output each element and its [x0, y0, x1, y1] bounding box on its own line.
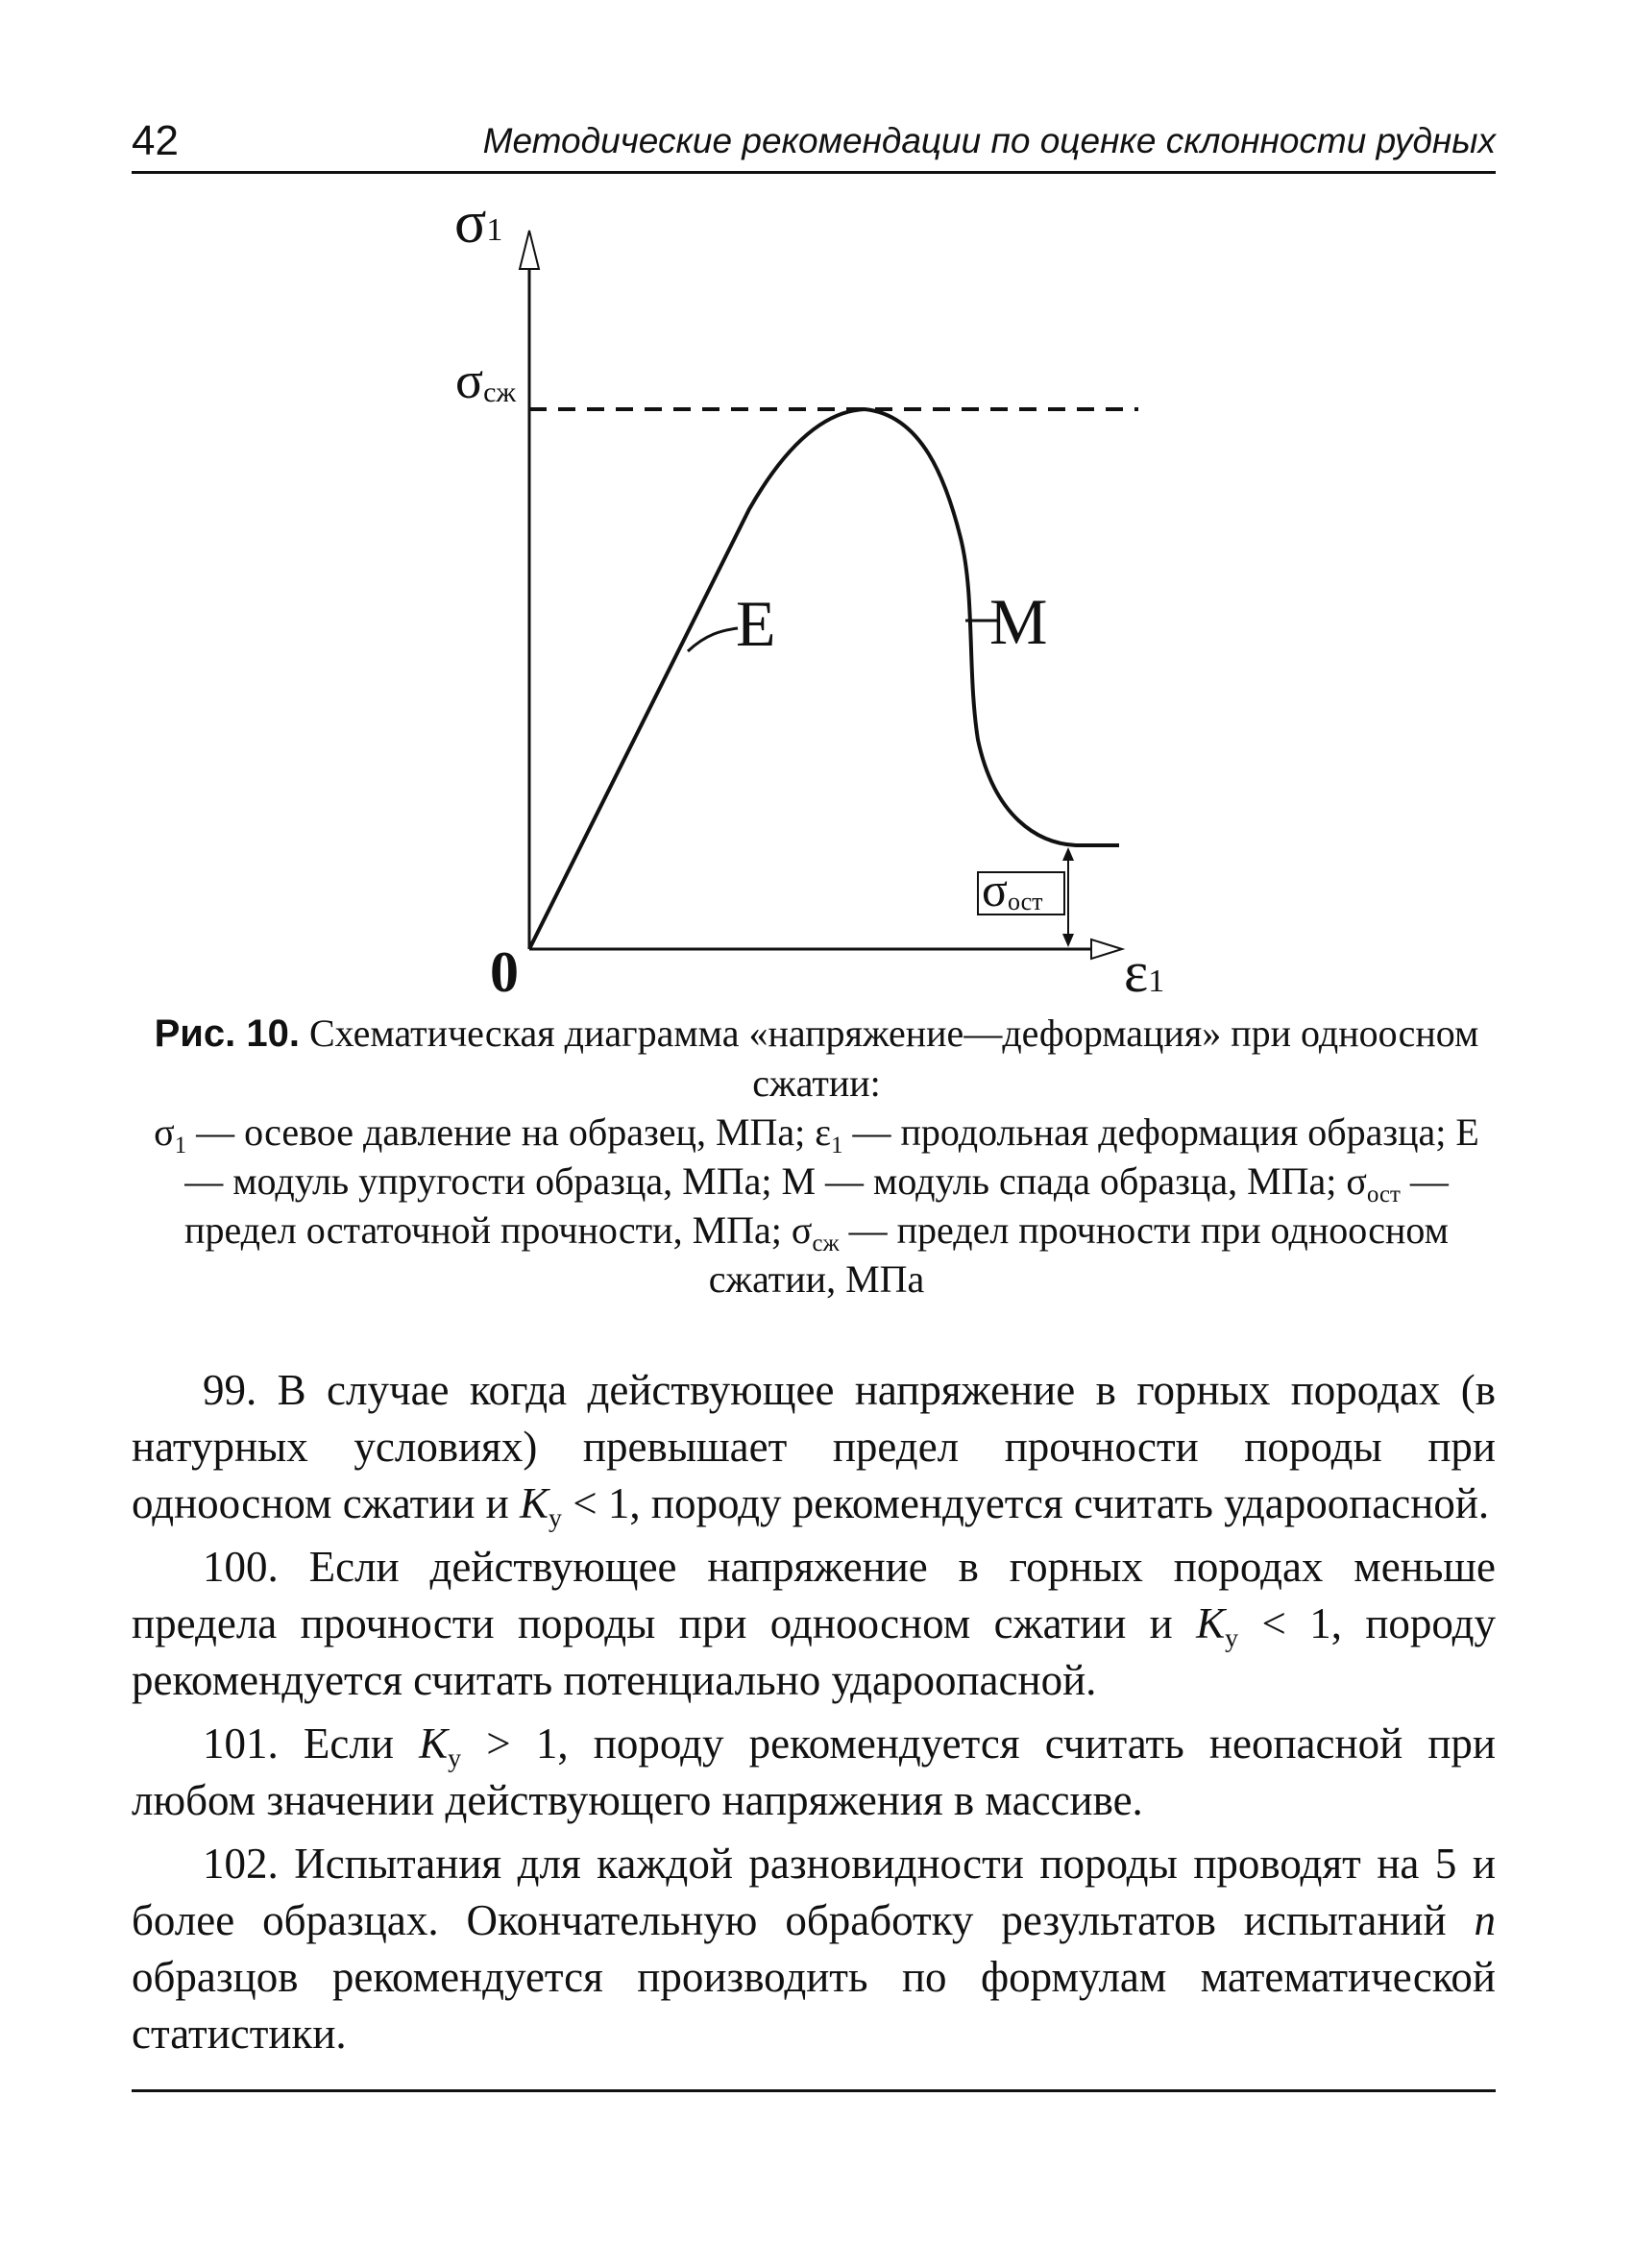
residual-arrow-bottom: [1062, 934, 1074, 947]
p100-text-b: < 1, породу рекомендуется считать потенциально удароопасной.: [132, 1599, 1496, 1704]
p102-n-symbol: n: [1474, 1896, 1496, 1944]
residual-strength-label: σост: [982, 863, 1043, 916]
p99-k-sub: у: [549, 1502, 562, 1533]
paragraph-102: [132, 1836, 1496, 2062]
paragraph-100: [132, 1539, 1496, 1709]
caption-eps1-text: — продольная деформация образца; Е — модуль упругости образца, МПа; М — модуль спада образца, МПа;: [184, 1110, 1479, 1203]
p99-text-a: 99. В случае когда действующее напряжение в горных породах (в натурных условиях) превышает предел прочности породы при одноосном сжатии и: [132, 1366, 1496, 1527]
peak-strength-label: σсж: [455, 352, 517, 409]
elastic-modulus-label: E: [736, 587, 776, 660]
e-leader: [688, 628, 738, 651]
p101-k-symbol: K: [419, 1719, 449, 1768]
y-axis-arrow: [520, 231, 539, 269]
decline-modulus-label: M: [989, 585, 1048, 658]
caption-ssj-text: — предел прочности при одноосном сжатии, МПа: [708, 1208, 1449, 1301]
p100-k-sub: у: [1225, 1622, 1239, 1653]
paragraph-101: [132, 1716, 1496, 1829]
p102-text-a: 102. Испытания для каждой разновидности породы проводят на 5 и более образцах. Окончательную обработку результатов испытаний: [132, 1840, 1496, 1944]
caption-eps1: ε: [815, 1110, 832, 1154]
caption-sigma1-text: — осевое давление на образец, МПа;: [186, 1110, 816, 1154]
x-axis-arrow: [1091, 939, 1122, 959]
figure-caption: [144, 1009, 1489, 1304]
p100-k-symbol: K: [1196, 1599, 1226, 1647]
page-header: [132, 117, 1496, 174]
origin-label: 0: [490, 940, 519, 1004]
p100-text-a: 100. Если действующее напряжение в горных породах меньше предела прочности породы при одноосном сжатии и: [132, 1543, 1496, 1647]
p102-text-b: образцов рекомендуется производить по формулам математической статистики.: [132, 1953, 1496, 2058]
residual-arrow-top: [1062, 847, 1074, 861]
p101-text-b: > 1, породу рекомендуется считать неопасной при любом значении действующего напряжения в массиве.: [132, 1719, 1496, 1824]
caption-sigma1: σ: [154, 1110, 175, 1154]
footer-rule: [132, 2089, 1496, 2092]
caption-sost-sub: ост: [1366, 1181, 1401, 1207]
caption-sost: σ: [1346, 1159, 1367, 1203]
p101-text-a: 101. Если: [203, 1719, 420, 1768]
stress-strain-curve: [529, 409, 1119, 949]
p99-k-symbol: K: [520, 1479, 549, 1527]
page-number: 42: [132, 117, 179, 164]
caption-sigma1-sub: 1: [174, 1132, 187, 1158]
x-axis-label: ε1: [1124, 940, 1165, 1004]
caption-title: Схематическая диаграмма «напряжение—деформация» при одноосном сжатии:: [299, 1012, 1479, 1105]
p101-k-sub: у: [448, 1743, 462, 1773]
figure-number: Рис. 10.: [154, 1012, 300, 1055]
p99-text-b: < 1, породу рекомендуется считать удароопасной.: [561, 1479, 1490, 1527]
running-title: Методические рекомендации по оценке склонности рудных: [482, 121, 1496, 160]
paragraph-99: [132, 1362, 1496, 1532]
body-text: [132, 1362, 1496, 2069]
caption-sost-text: — предел остаточной прочности, МПа;: [184, 1159, 1449, 1252]
caption-eps1-sub: 1: [831, 1132, 843, 1158]
y-axis-label: σ1: [454, 190, 503, 256]
stress-strain-diagram: [0, 173, 1634, 1009]
caption-ssj-sub: сж: [812, 1230, 840, 1256]
caption-ssj: σ: [791, 1208, 813, 1252]
